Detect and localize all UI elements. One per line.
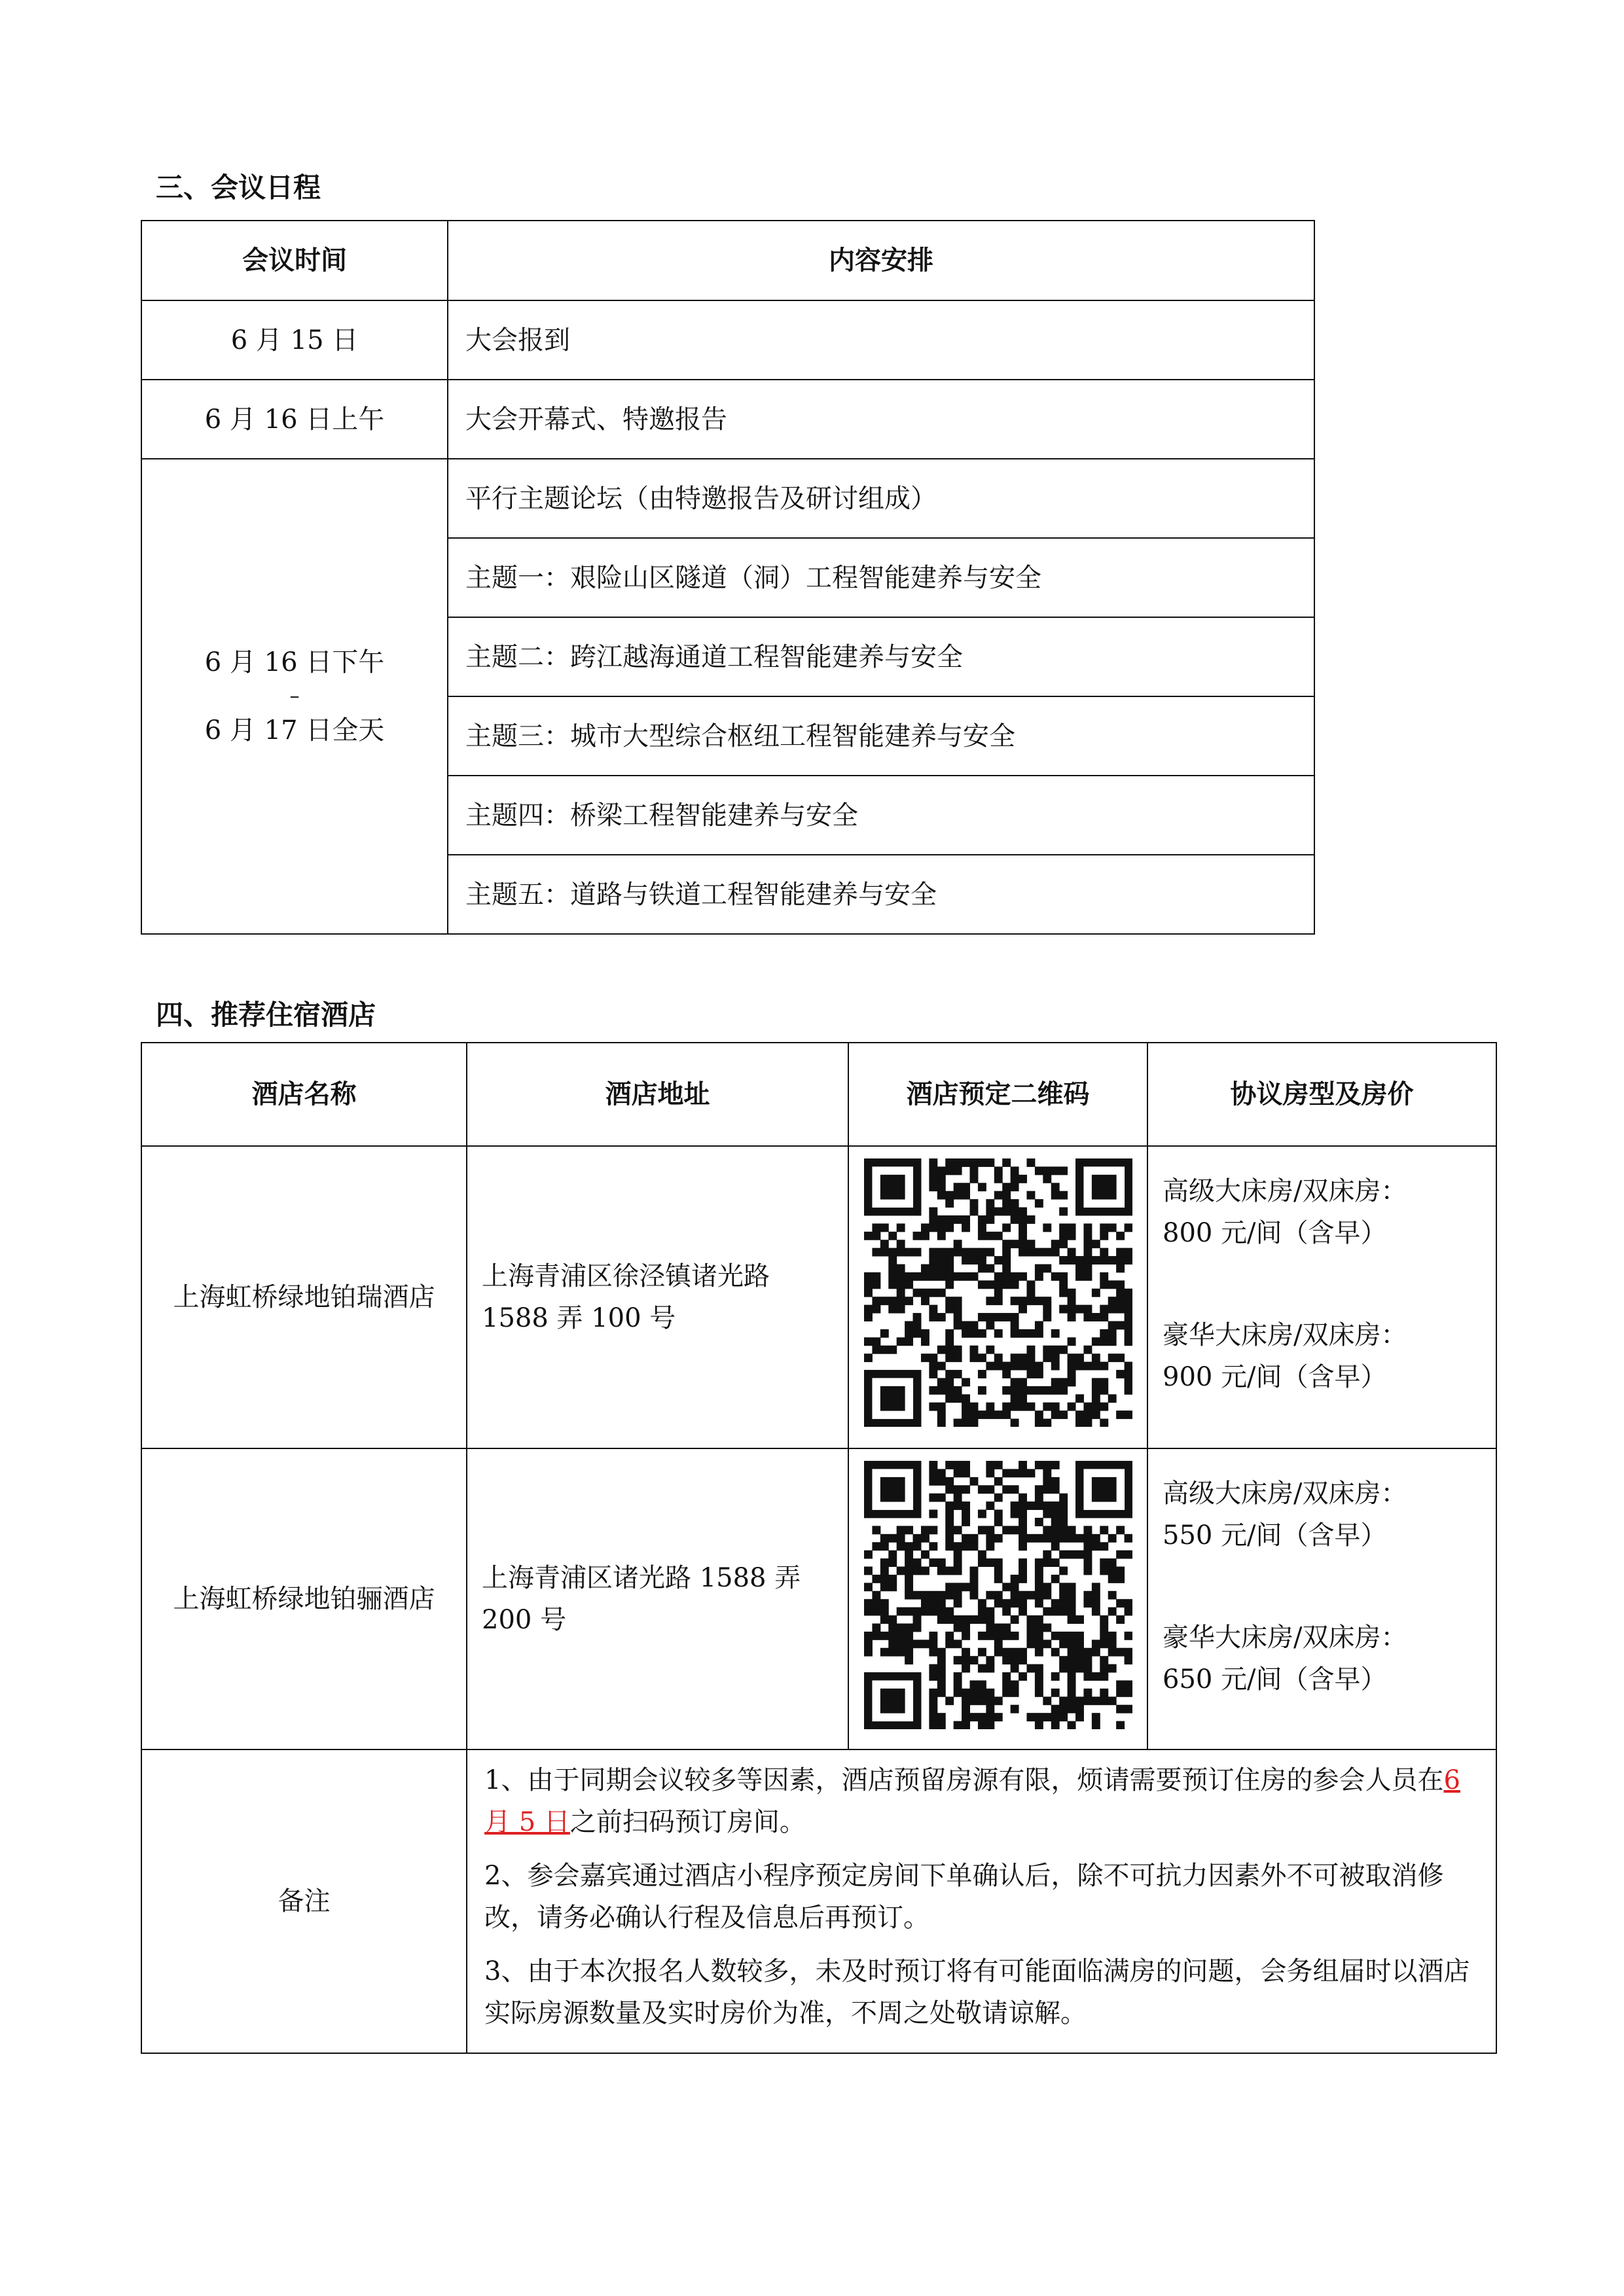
schedule-time: 6 月 16 日上午	[141, 380, 448, 459]
room-price: 800 元/间（含早）	[1163, 1218, 1387, 1248]
schedule-header-content: 内容安排	[448, 221, 1314, 300]
hotel-name: 上海虹桥绿地铂瑞酒店	[141, 1146, 467, 1448]
notes-content	[467, 1749, 1496, 2053]
note-2: 2、参会嘉宾通过酒店小程序预定房间下单确认后，除不可抗力因素外不可被取消修改，请务必确认行程及信息后再预订。	[484, 1861, 1444, 1933]
qr-code-icon[interactable]	[864, 1461, 1132, 1729]
room-type: 豪华大床房/双床房：	[1163, 1623, 1407, 1653]
schedule-content: 平行主题论坛（由特邀报告及研讨组成）	[448, 459, 1314, 538]
table-row	[141, 380, 1314, 459]
merged-time-line1: 6 月 16 日下午	[204, 647, 385, 677]
merged-time-dash: –	[289, 685, 300, 708]
hotel-address: 上海青浦区诸光路 1588 弄 200 号	[467, 1448, 848, 1749]
hotel-header-name: 酒店名称	[141, 1043, 467, 1146]
schedule-time-merged	[141, 459, 448, 934]
table-row	[141, 1146, 1496, 1448]
hotel-price	[1147, 1146, 1496, 1448]
qr-cell	[848, 1146, 1147, 1448]
section-4-title: 四、推荐住宿酒店	[156, 999, 376, 1031]
hotel-price	[1147, 1448, 1496, 1749]
note-1-after: 之前扫码预订房间。	[569, 1807, 806, 1837]
schedule-time: 6 月 15 日	[141, 300, 448, 380]
room-price: 550 元/间（含早）	[1163, 1520, 1387, 1551]
schedule-content: 主题五：道路与铁道工程智能建养与安全	[448, 855, 1314, 934]
room-type: 高级大床房/双床房：	[1163, 1479, 1407, 1509]
room-price: 900 元/间（含早）	[1163, 1362, 1387, 1392]
hotel-header-qr: 酒店预定二维码	[848, 1043, 1147, 1146]
section-3-title: 三、会议日程	[156, 171, 321, 204]
hotel-table	[141, 1042, 1497, 2054]
qr-cell	[848, 1448, 1147, 1749]
hotel-header-address: 酒店地址	[467, 1043, 848, 1146]
schedule-content: 大会开幕式、特邀报告	[448, 380, 1314, 459]
room-price: 650 元/间（含早）	[1163, 1664, 1387, 1695]
table-row	[141, 459, 1314, 538]
schedule-content: 主题二：跨江越海通道工程智能建养与安全	[448, 617, 1314, 696]
hotel-header-price: 协议房型及房价	[1147, 1043, 1496, 1146]
schedule-content: 主题四：桥梁工程智能建养与安全	[448, 776, 1314, 855]
hotel-name: 上海虹桥绿地铂骊酒店	[141, 1448, 467, 1749]
table-row	[141, 1448, 1496, 1749]
note-3: 3、由于本次报名人数较多，未及时预订将有可能面临满房的问题，会务组届时以酒店实际房源数量及实时房价为准，不周之处敬请谅解。	[484, 1956, 1470, 2028]
schedule-header-time: 会议时间	[141, 221, 448, 300]
note-1-date: 6 月 5 日	[484, 1765, 1460, 1837]
schedule-content: 主题三：城市大型综合枢纽工程智能建养与安全	[448, 696, 1314, 776]
room-type: 豪华大床房/双床房：	[1163, 1320, 1407, 1350]
schedule-table	[141, 220, 1315, 935]
room-type: 高级大床房/双床房：	[1163, 1176, 1407, 1206]
merged-time-line2: 6 月 17 日全天	[204, 715, 385, 745]
table-row	[141, 300, 1314, 380]
notes-label: 备注	[141, 1749, 467, 2053]
hotel-address: 上海青浦区徐泾镇诸光路 1588 弄 100 号	[467, 1146, 848, 1448]
note-1-before: 1、由于同期会议较多等因素，酒店预留房源有限，烦请需要预订住房的参会人员在	[484, 1765, 1444, 1795]
schedule-content: 大会报到	[448, 300, 1314, 380]
qr-code-icon[interactable]	[864, 1158, 1132, 1427]
schedule-content: 主题一：艰险山区隧道（洞）工程智能建养与安全	[448, 538, 1314, 617]
note-1	[484, 1759, 1481, 1843]
table-row	[141, 1749, 1496, 2053]
